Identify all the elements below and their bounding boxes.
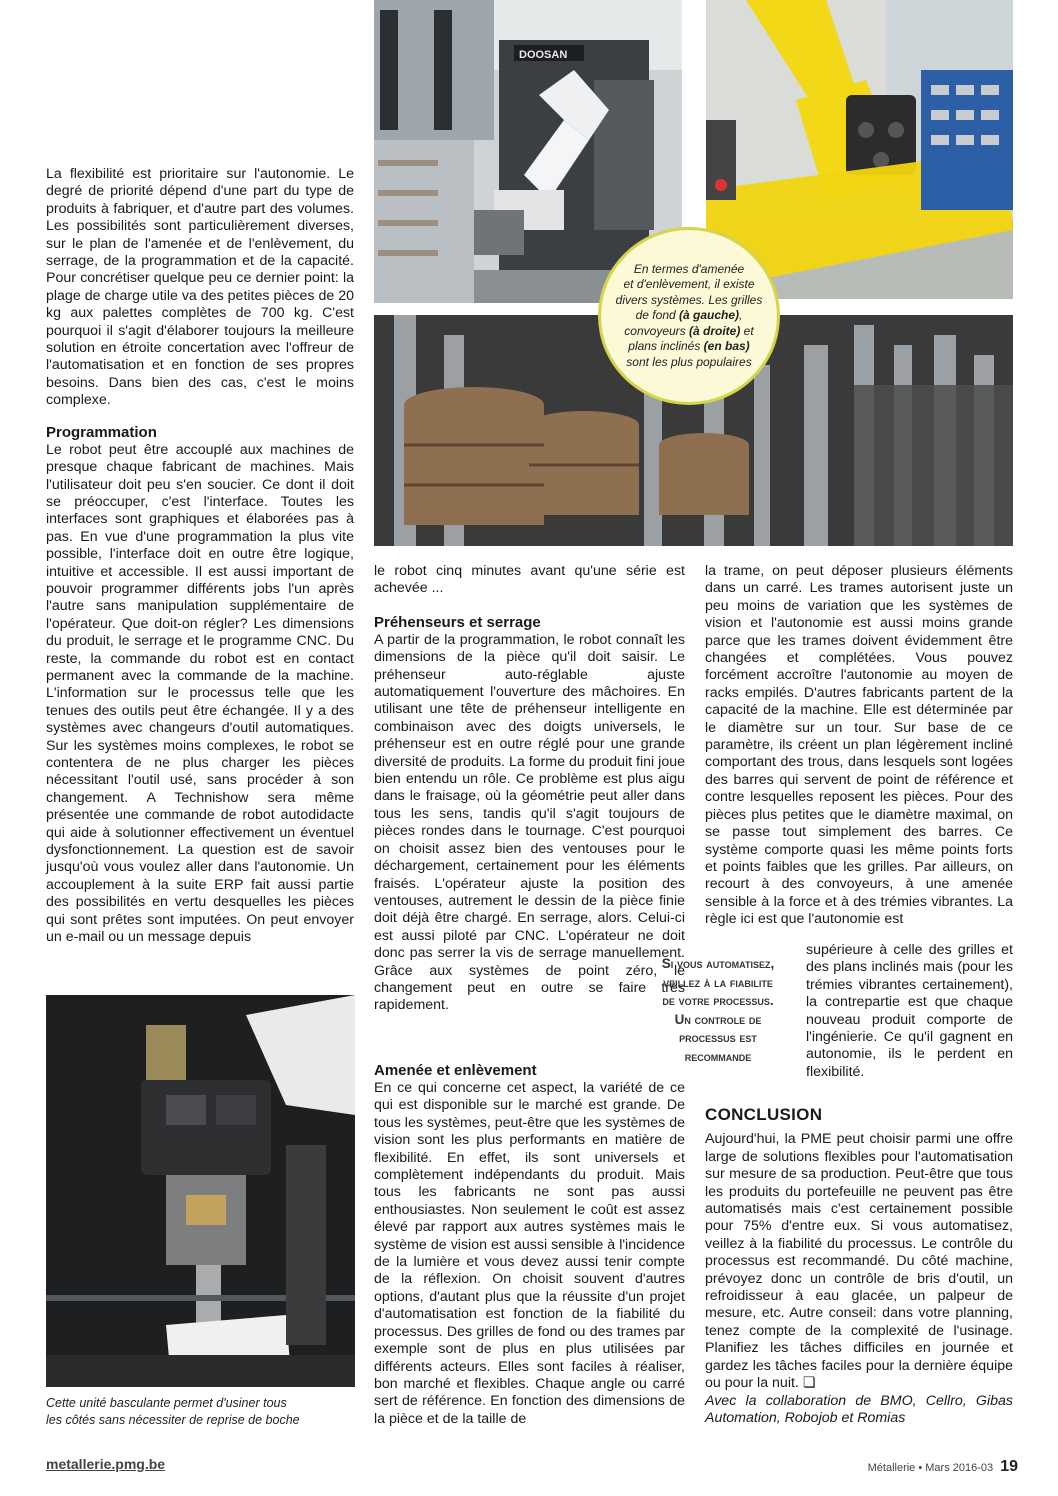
photo-caption: Cette unité basculante permet d'usiner tous les côtés sans nécessiter de reprise de boche (46, 1396, 300, 1427)
column-2-lower (374, 1062, 685, 1428)
bubble-line: divers systèmes. Les grilles (615, 292, 763, 307)
bubble-line: sont les plus populaires (626, 354, 752, 369)
column-2 (374, 563, 685, 1015)
pull-quote: Si vous automatisez, veillez à la fiabilite de votre processus. Un controle de processus est recommande (661, 956, 775, 1064)
issue-label: Métallerie • Mars 2016-03 (867, 1462, 994, 1474)
bubble-line: plans inclinés (en bas) (628, 339, 750, 354)
bubble-line: et d'enlèvement, il existe (623, 277, 755, 292)
paragraph: A partir de la programmation, le robot connaît les dimensions de la pièce qu'il doit saisir. Le préhenseur auto-réglable ajuste automatiquement l'ouverture des mâchoires. En utilisant une tête de préhenseur intelligente en combinaison avec des doigts universels, le préhenseur est en outre réglé pour une grande diversité de produits. La forme du produit fini joue bien entendu un rôle. Ce problème est plus aigu dans le fraisage, où la géométrie peut aller dans tous les sens, tandis qu'il s'agit toujours de pièces rondes dans le tournage. C'est pourquoi on choisit assez bien des ventouses pour le déchargement, certainement pour les éléments fraisés. L'opérateur ajuste la position des ventouses, autrement le dessin de la pièce finie doit déjà être chargé. En serrage, alors. Celui-ci est aussi piloté par CNC. L'opérateur ne doit donc pas serrer la vis de serrage manuellement. Grâce aux systèmes de point zéro, le changement peut en outre se faire très rapidement. (374, 631, 685, 1014)
bubble-line: de fond (à gauche), (635, 308, 743, 323)
paragraph: Le robot peut être accouplé aux machines de presque chaque fabricant de machines. Mais l'utilisateur doit peu s'en soucier. Ce dont il doit se préoccuper, c'est l'interface. Toutes les interfaces sont graphiques et élaborées pas à pas. En vue d'une programmation la plus vite possible, l'interface doit en outre être logique, intuitive et accessible. Il est aussi important de pouvoir programmer différents jobs l'un après l'autre sans manipulation supplémentaire de l'opérateur. Que doit-on régler? Les dimensions du produit, le serrage et le programme CNC. Du reste, la commande du robot est en contact permanent avec la commande de la machine. L'information sur le processus telle que les tenues des outils peut être échangée. Il y a des systèmes avec changeurs d'outil automatiques. Sur les systèmes moins complexes, le robot se contentera de ne plus charger les pièces nécessitant l'outil usé, sans procéder à son changement. A Technishow sera même présentée une commande de robot autodidacte qui aide à solutionner effectivement un éventuel dysfonctionnement. La question est de savoir jusqu'où vous voulez aller dans l'autonomie. Un accouplement à la suite ERP fait aussi partie des possibilités en vertu desquelles les pièces qui sont prêtes sont imputées. On peut envoyer un e-mail ou un message depuis (46, 441, 354, 946)
paragraph: La flexibilité est prioritaire sur l'autonomie. Le degré de priorité dépend d'une part du type de produits à fabriquer, et d'autre part des volumes. Les possibilités sont particulièrement diverses, sur le plan de l'amenée et de l'enlèvement, du serrage, de la programmation et de la capacité. Pour concrétiser quelque peu ce dernier point: la plage de charge utile va des petites pièces de 20 kg aux palettes complètes de 700 kg. C'est pourquoi il s'agit d'élaborer toujours la meilleure solution en étroite concertation avec l'offreur de l'automatisation et en fonction de ses propres besoins. Dans bien des cas, c'est le moins complexe. (46, 166, 354, 409)
heading-amenee: Amenée et enlèvement (374, 1062, 537, 1079)
credits: Avec la collaboration de BMO, Cellro, Gibas Automation, Robojob et Romias (705, 1392, 1013, 1426)
photo-tilting-unit (46, 995, 355, 1387)
column-3 (705, 563, 1013, 929)
photo-caption-bubble (598, 227, 780, 405)
column-1 (46, 166, 354, 946)
page-footer (868, 1458, 1018, 1476)
paragraph: supérieure à celle des grilles et des plans inclinés mais (pour les trémies vibrantes certainement), la contrepartie est que chaque nouveau produit comporte de l'ingénierie. Ce qu'il gagnent en autonomie, ils le perdent en flexibilité. (806, 942, 1013, 1080)
end-mark-icon: ❏ (802, 1375, 816, 1392)
paragraph: la trame, on peut déposer plusieurs éléments dans un carré. Les trames autorisent juste un peu moins de variation que les systèmes de vision et l'autonomie est aussi moins grande parce que les trames doivent évidemment être changées et complétées. Vous pouvez forcément accroître l'autonomie au moyen de racks empilés. D'autres fabricants partent de la capacité de la machine. Elle est déterminée par le diamètre sur un tour. Sur base de ce paramètre, ils créent un plan légèrement incliné comportant des trous, dans lesquels sont logées des barres qui servent de point de référence et contre lesquelles reposent les pièces. Pour des pièces plus petites que le diamètre maximal, on se passe tout simplement des barres. Ce système comporte quasi les même points forts et points faibles que les grilles. Par ailleurs, on recourt à des convoyeurs, à une amenée sensible à la force et à des trémies vibrantes. La règle ici est que l'autonomie est (705, 563, 1013, 928)
paragraph: le robot cinq minutes avant qu'une série est achevée ... (374, 563, 685, 597)
website-link[interactable]: metallerie.pmg.be (46, 1456, 166, 1472)
column-3-conclusion (705, 1106, 1013, 1427)
heading-conclusion: CONCLUSION (705, 1105, 823, 1124)
bubble-line: convoyeurs (à droite) et (624, 323, 754, 338)
heading-prehenseurs: Préhenseurs et serrage (374, 613, 541, 631)
doosan-logo: DOOSAN (519, 49, 568, 61)
paragraph: En ce qui concerne cet aspect, la variété de ce qui est disponible sur le marché est grande. De tous les systèmes, peut-être que les systèmes de vision sont les plus performants en matière de flexibilité. En effet, ils sont universels et complètement indépendants du produit. Mais tous les fabricants ne sont pas aussi enthousiastes. Non seulement le coût est assez élevé par rapport aux autres systèmes mais le système de vision est aussi sensible à l'incidence de la lumière et vous devez aussi tenir compte de la réflexion. On choisit souvent d'autres options, d'autant plus que la réussite d'un projet d'automatisation est fonction de la fiabilité du processus. Des grilles de fond ou des trames par exemple sont de plus en plus utilisées par différents acteurs. Elles sont faciles à réaliser, bon marché et flexibles. Chaque angle ou carré sert de référence. En fonction des dimensions de la pièce et de la taille de (374, 1080, 685, 1427)
bubble-line: En termes d'amenée (633, 261, 745, 276)
page-number: 19 (1000, 1458, 1018, 1475)
column-3-wrap (806, 942, 1013, 1081)
paragraph: Aujourd'hui, la PME peut choisir parmi une offre large de solutions flexibles pour l'automatisation sur mesure de sa production. Peut-être que tous les produits du portefeuille ne peuvent pas être automatisés mais c'est certainement possible pour 75% d'entre eux. Si vous automatisez, veillez à la fiabilité du processus. Le contrôle du processus est recommandé. Du côté machine, prévoyez donc un contrôle de bris d'outil, un refroidisseur à eau glacée, un palpeur de mesure, etc. Autre conseil: dans votre planning, tenez compte de la complexité de l'usinage. Planifiez les tâches difficiles en journée et gardez les tâches faciles pour la dernière équipe ou pour la nuit. ❏ (705, 1131, 1013, 1392)
heading-programmation: Programmation (46, 423, 157, 441)
